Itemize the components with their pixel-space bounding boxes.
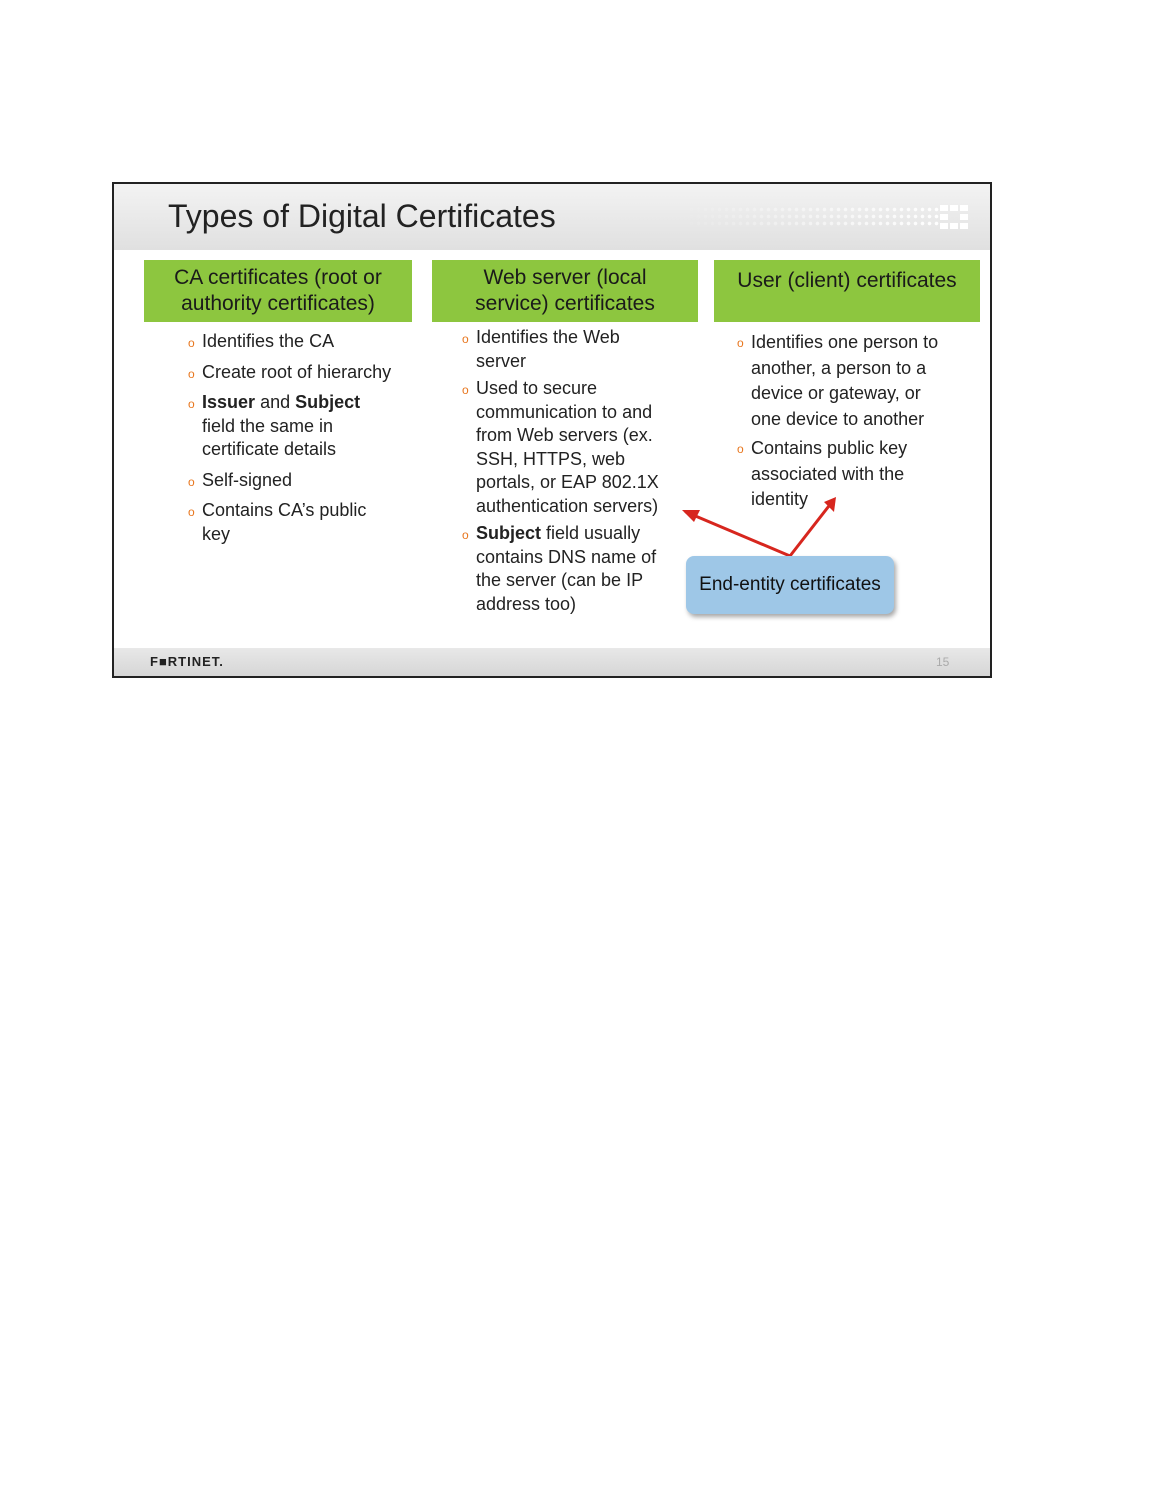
list-item: o Contains CA’s public key xyxy=(188,500,367,544)
bullet-icon: o xyxy=(188,366,195,381)
user-certificates-heading: User (client) certificates xyxy=(714,260,980,322)
bullet-icon: o xyxy=(737,336,744,350)
bullet-icon: o xyxy=(462,528,469,542)
bullet-icon: o xyxy=(188,474,195,489)
slide-footer xyxy=(114,648,990,676)
slide-title: Types of Digital Certificates xyxy=(168,198,556,234)
list-item: o Identifies the Web server xyxy=(462,327,620,371)
list-item: o Create root of hierarchy xyxy=(202,361,422,385)
bullet-icon: o xyxy=(462,332,469,346)
list-item: o Used to secure communication to and from Web servers (ex. SSH, HTTPS, web portals, or EAP 802.1X authentication servers) xyxy=(462,378,659,516)
web-server-certificates-list xyxy=(462,326,696,616)
bullet-icon: o xyxy=(737,442,744,456)
slide-header xyxy=(114,184,990,250)
end-entity-callout: End-entity certificates xyxy=(686,556,894,614)
subject-term: Subject xyxy=(476,523,542,543)
web-server-certificates-heading: Web server (local service) certificates xyxy=(432,260,698,322)
ca-certificates-heading: CA certificates (root or authority certificates) xyxy=(144,260,412,322)
page-number: 15 xyxy=(936,655,950,669)
arrow-to-web-server xyxy=(686,512,790,556)
slide xyxy=(112,182,992,678)
fortinet-brand: F■RTINET. xyxy=(150,654,224,669)
bullet-icon: o xyxy=(188,336,195,350)
list-item: o Subject field usually contains DNS name of the server (can be IP address too) xyxy=(462,523,657,614)
bullet-icon: o xyxy=(188,505,195,519)
subject-term: Subject xyxy=(295,392,361,412)
list-item: o Contains public key associated with the identity xyxy=(737,438,908,509)
user-certificates-list xyxy=(737,330,976,513)
bullet-icon: o xyxy=(188,397,195,411)
header-dot-pattern xyxy=(674,206,942,226)
bullet-icon: o xyxy=(462,383,469,397)
list-item: o Issuer and Subject field the same in certificate details xyxy=(188,392,361,459)
fortinet-logo-icon xyxy=(940,205,968,229)
issuer-term: Issuer xyxy=(202,392,256,412)
list-item: o Self-signed xyxy=(202,469,422,493)
list-item: o Identifies one person to another, a person to a device or gateway, or one device to another xyxy=(737,332,939,429)
ca-certificates-list xyxy=(188,330,422,546)
list-item: o Identifies the CA xyxy=(202,330,422,354)
